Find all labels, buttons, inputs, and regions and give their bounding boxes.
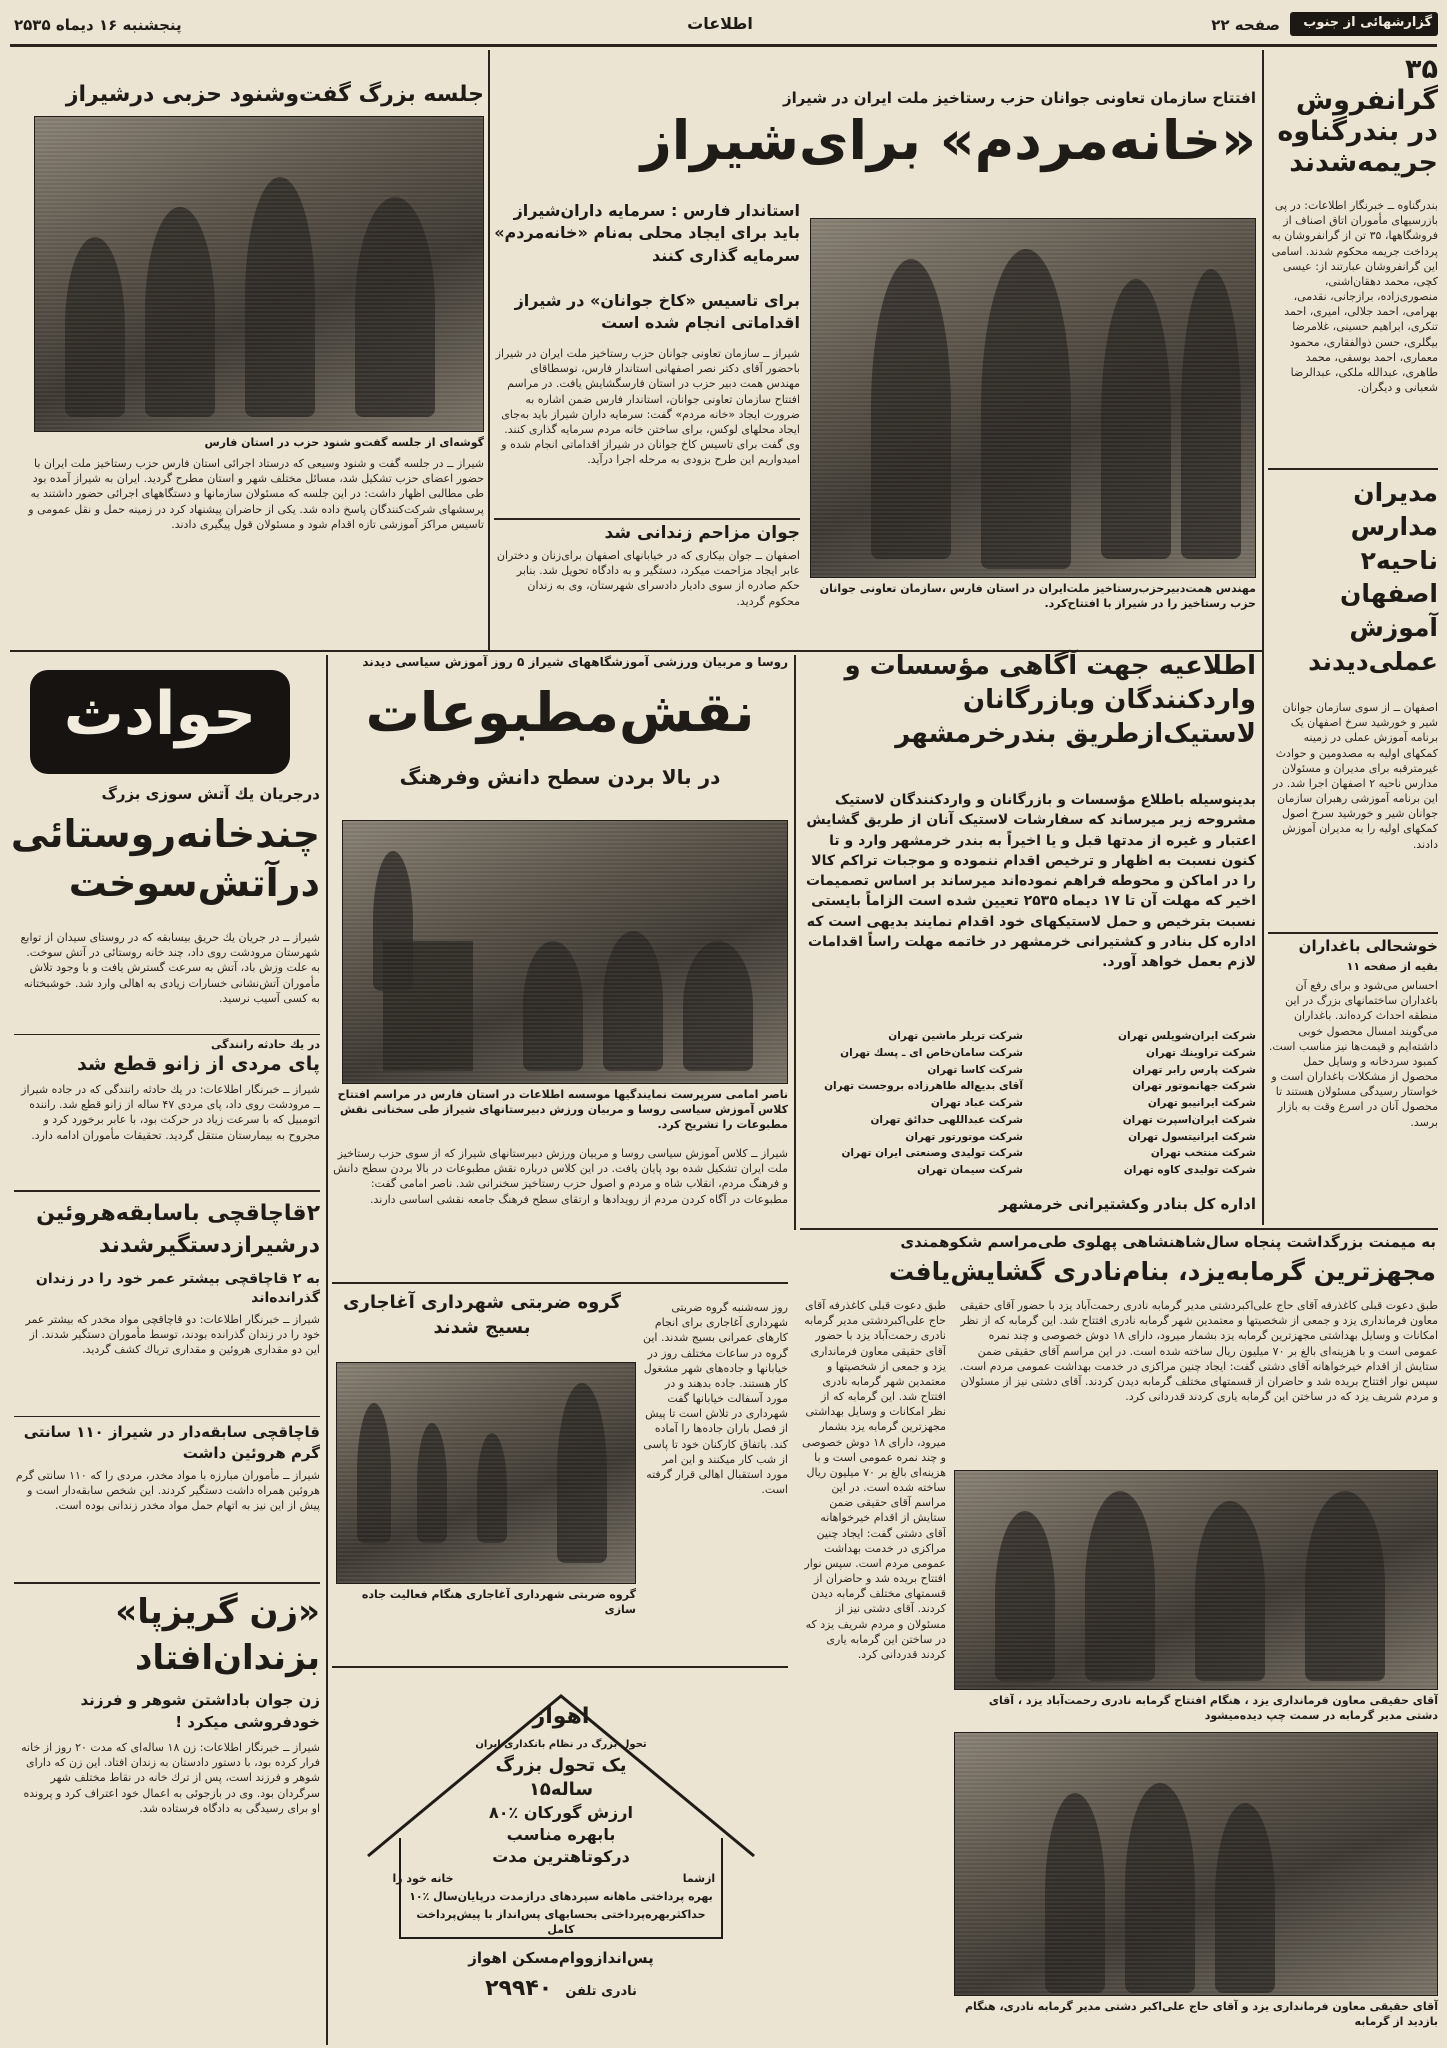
ad-city: اهواز <box>532 1704 590 1729</box>
workers-headline: گروه ضربتی شهرداری آغاجاری بسیج شدند <box>342 1292 622 1339</box>
issue-date: پنجشنبه ۱۶ دیماه ۲۵۳۵ <box>14 16 182 34</box>
acc-rule-2 <box>14 1190 320 1192</box>
company-entry: شرکت موتورتور تهران <box>905 1130 1023 1143</box>
company-entry: شرکت جهانموتور تهران <box>1132 1080 1256 1093</box>
ad-line-2: ۱۵ساله <box>528 1779 594 1800</box>
main-kicker: افتتاح سازمان تعاونی جوانان حزب رستاخیز ملت ایران در شیراز <box>783 89 1256 107</box>
ad-arc: تحول بزرگ در نظام بانکداری ایران <box>475 1739 647 1750</box>
ad-line-5: درکوتاهترین مدت <box>492 1847 630 1866</box>
company-entry: شرکت منتخب تهران <box>1150 1147 1256 1160</box>
gonaveh-body: بندرگناوه ــ خبرنگار اطلاعات: در پی بازرسیهای مأموران اتاق اصناف از فروشگاهها، ۳۵ تن از گرانفروشان به پرداخت جریمه محکوم شدند. اسامی این گرانفروشان عبارتند از: عیسی کچی، محمد دهقان‌اشنی، منصوری‌زاده، برازجانی، نقدمی، بهرامی، احمد جلالی، امیری، احمد تنکری، ابراهیم حسینی، غلامرضا بیگلری، حسن ذوالفقاری، محمود معماری، احمد بوسفی، محمد طاهری، عبدالله ملکی، عبدالرضا شعبانی و دیگران. <box>1271 199 1438 395</box>
heroin-body: شیراز ــ خبرنگار اطلاعات: دو قاچاقچی مواد مخدر که بیشتر عمر خود را در زندان گذرانده بودند، توسط مأموران دستگیر شدند. از این دو مقداری هروئین و مقداری تریاك کشف گردید. <box>25 1313 320 1357</box>
ad-line-1: یک تحول بزرگ <box>495 1755 627 1776</box>
col-rule-1 <box>1262 50 1264 1225</box>
col-rule-3 <box>326 655 328 2045</box>
company-entry: آقای بدیع‌اله طاهرزاده بروجست تهران <box>824 1080 1023 1093</box>
workers-rule <box>332 1666 788 1668</box>
youth-body: اصفهان ــ جوان بیکاری که در خیابانهای اصفهان برای‌زنان و دختران عابر ایجاد مزاحمت میکرد، دستگیر و به دادگاه تحویل شد. بنابر حکم صادره از سوی دادیار دادسرای شهرستان، وی به زندان محکوم گردید. <box>496 549 800 608</box>
company-entry: شرکت کاسا تهران <box>927 1063 1023 1076</box>
main-subhead: استاندار فارس : سرمایه داران‌شیراز باید برای ایجاد محلی به‌نام «خانه‌مردم» سرمایه گذاری کنند <box>494 201 800 265</box>
right-col-rule-2 <box>1268 932 1438 934</box>
main-body: شیراز ــ سازمان تعاونی جوانان حزب رستاخیز ملت ایران در شیراز باحضور آقای دکتر نصر اصفهانی استاندار فارس، نوسطاقای مهندس همت دبیر حزب در استان فارسگشایش یافت. در مراسم افتتاح سازمان تعاونی جوانان، استاندار فارس ضمن اشاره به ضرورت ایجاد «خانه مردم» گفت: سرمایه داران شیراز باید به‌جای ایجاد محلهای لوکس، برای ساختن خانه مردم سرمایه گذاری کنند. وی گفت برای تاسیس کاخ جوانان در شیراز اقداماتی انجام شده و امیدواریم این طرح بزودی به مرحله اجرا درآید. <box>495 347 800 467</box>
ad-phone-label: نادری تلفن <box>565 1984 637 1999</box>
acc-rule-4 <box>14 1582 320 1584</box>
right-col-rule-1 <box>1268 468 1438 470</box>
workers-body: روز سه‌شنبه گروه ضربتی شهرداری آغاجاری برای انجام کارهای عمرانی بسیج شدند. این گروه در ساعات مختلف روز در خیابانها و جاده‌های شهر مشغول کار هستند. جاده بدهند و در مورد آسفالت خیابانها گفت شهرداری در تلاش است تا پیش از فصل باران جاده‌ها را آماده کند. باتفاق کارکنان خود تا پاسی از شب کار میکنند و این امر مورد استقبال اهالی قرار گرفته است. <box>642 1301 788 1497</box>
press-body: شیراز ــ کلاس آموزش سیاسی روسا و مربیان ورزش دبیرستانهای شیراز که از سوی حزب رستاخیز ملت ایران تشکیل شده بود پایان یافت. در این کلاس درباره نقش مطبوعات در بالا بردن سطح دانش و فرهنگ مردم، انقلاب شاه و مردم و اصول حزب رستاخیز سخنرانی شد. ناصر امامی گفت: مطبوعات در آگاه کردن مردم از رویدادها و ارتقای سطح فرهنگ جامعه نقشی اساسی دارند. <box>333 1147 788 1206</box>
meeting-photo <box>34 116 484 432</box>
workers-caption: گروه ضربتی شهرداری آغاجاری هنگام فعالیت جاده سازی <box>361 1588 636 1616</box>
company-entry: شرکت تولیدی کاوه تهران <box>1123 1164 1256 1177</box>
gardeners-body: احساس می‌شود و برای رفع آن باغداران ساختمانهای بزرگ در این منطقه احداث کرده‌اند. باغداران می‌گویند امسال محصول خوبی داشته‌ایم و قیمت‌ها نیز مناسب است. کمبود سردخانه و وسایل حمل محصول از مشکلات باغداران است و خواستار رسیدگی مسئولان هستند تا محصول آنان در اسرع وقت به بازار برسد. <box>1268 979 1438 1129</box>
youth-headline: جوان مزاحم زندانی شد <box>604 523 800 543</box>
meeting-caption: گوشه‌ای از جلسه گفت‌و شنود حزب در استان فارس <box>204 436 484 449</box>
acc-rule-1 <box>14 1034 320 1035</box>
gardeners-headline: خوشحالی باغداران <box>1298 937 1438 955</box>
bath-body-left: طبق دعوت قبلی کاغذرفه آقای حاج علی‌اکبردشتی مدیر گرمابه نادری رحمت‌آباد یزد با حضور آقای حقیقی معاون فرمانداری یزد و جمعی از شخصیتها و معتمدین شهر گرمابه نادری افتتاح شد. این گرمابه که از نظر امکانات و وسایل بهداشتی مجهزترین گرمابه یزد بشمار میرود، دارای ۱۸ دوش خصوصی و چند نمره عمومی است و با هزینه‌ای بالغ بر ۷۰ میلیون ریال ساخته شده است. در این مراسم آقای حقیقی ضمن ستایش از اقدام خیرخواهانه آقای دشتی گفت: ایجاد چنین مراکزی در خدمت بهداشت عمومی مردم است. سپس نوار افتتاح بریده شد و حاضران از قسمتهای مختلف گرمابه دیدن کردند. آقای دشتی نیز از مسئولان و مردم شریف یزد که در ساختن این گرمابه یاری کردند قدردانی کرد. <box>802 1299 946 1661</box>
company-entry: شرکت ایران‌شویلس تهران <box>1118 1030 1256 1042</box>
main-headline: «خانه‌مردم» برای‌شیراز <box>640 109 1256 172</box>
smuggler-headline: قاچاقچی سابقه‌دار در شیراز ۱۱۰ سانتی گرم هروئین داشت <box>23 1423 320 1462</box>
ad-foot-1: ۱۰٪ بهره پرداختی ماهانه سپردهای درازمدت درپایان‌سال <box>409 1890 713 1903</box>
company-entry: شرکت پارس رابر تهران <box>1132 1063 1256 1076</box>
managers-body: اصفهان ــ از سوی سازمان جوانان شیر و خورشید سرخ اصفهان یک برنامه آموزش عملی در زمینه کمکهای اولیه به مصدومین و حوادث غیرمترقبه برای مدیران و مسئولان مدارس ناحیه ۲ اصفهان اجرا شد. در این برنامه آموزشی رهبران سازمان جوانان شیر و خورشید سرخ اصول کمکهای اولیه را به مدیران آموزش دادند. <box>1273 701 1438 851</box>
bath-body-right: طبق دعوت قبلی کاغذرفه آقای حاج علی‌اکبردشتی مدیر گرمابه نادری رحمت‌آباد یزد با حضور آقای حقیقی معاون فرمانداری یزد و جمعی از شخصیتها و معتمدین شهر گرمابه نادری افتتاح شد. این گرمابه که از نظر امکانات و وسایل بهداشتی مجهزترین گرمابه یزد بشمار میرود، دارای ۱۸ دوش خصوصی و چند نمره عمومی است و با هزینه‌ای بالغ بر ۷۰ میلیون ریال ساخته شده است. در این مراسم آقای حقیقی ضمن ستایش از اقدام خیرخواهانه آقای دشتی گفت: ایجاد چنین مراکزی در خدمت بهداشت عمومی مردم است. سپس نوار افتتاح بریده شد و حاضران از قسمتهای مختلف گرمابه دیدن کردند. آقای دشتی نیز از مسئولان و مردم شریف یزد که در ساختن این گرمابه یاری کردند قدردانی کرد. <box>959 1299 1438 1404</box>
heroin-subhead: به ۲ قاچاقچی بیشتر عمر خود را در زندان گذرانده‌اند <box>35 1271 320 1306</box>
ahvaz-savings-ad <box>338 1676 784 2036</box>
ad-line-3: ۸۰٪ ارزش گورکان <box>489 1803 633 1822</box>
page-number: صفحه ۲۲ <box>1211 16 1280 34</box>
smuggler-body: شیراز ــ مأموران مبارزه با مواد مخدر، مردی را که ۱۱۰ سانتی گرم هروئین همراه داشت دستگیر کردند. این شخص سابقه‌دار است و پیش از این نیز به اتهام حمل مواد مخدر زندانی بوده است. <box>15 1469 320 1513</box>
company-entry: شرکت تراوینك تهران <box>1146 1046 1256 1059</box>
bath-visit-photo <box>954 1732 1438 1996</box>
knee-kicker: در یك حادثه رانندگی <box>211 1038 320 1051</box>
press-subhead: در بالا بردن سطح دانش وفرهنگ <box>399 765 721 789</box>
company-entry: شرکت تولیدی وصنعتی ایران تهران <box>841 1147 1023 1160</box>
ad-foot-2: حداکثربهره‌پرداختی بحسابهای پس‌انداز با پیش‌پرداخت کامل <box>416 1908 706 1936</box>
notice-company-list <box>800 1030 1256 1180</box>
gonaveh-headline: ۳۵ گرانفروش در بندرگناوه جریمه‌شدند <box>1277 54 1438 179</box>
paper-name: اطلاعات <box>687 14 753 33</box>
notice-rule <box>800 1228 1438 1230</box>
main-subhead-2: برای تاسیس «کاخ جوانان» در شیراز اقداماتی انجام شده است <box>514 291 800 333</box>
heroin-headline: ۲قاچاقچی باسابقه‌هروئین درشیرازدستگیرشدند <box>36 1201 320 1258</box>
youth-org-caption: مهندس همت‌دبیرحزب‌رستاخیز ملت‌ایران در استان فارس ،سازمان تعاونی جوانان حزب رستاخیز را در شیراز با افتتاح‌کرد. <box>819 582 1256 610</box>
masthead-rule <box>10 44 1437 47</box>
acc-rule-3 <box>14 1416 320 1417</box>
runaway-headline: «زن گریزپا» بزندان‌افتاد <box>115 1592 320 1678</box>
company-entry: شرکت عبداللهی حدائق تهران <box>870 1113 1023 1126</box>
workers-photo <box>336 1362 636 1584</box>
ad-line-4: بابهره مناسب <box>506 1825 616 1844</box>
gardeners-continued: بقیه از صفحه ۱۱ <box>1346 960 1438 973</box>
meeting-body: شیراز ــ در جلسه گفت و شنود وسیعی که درستاد اجرائی استان فارس حزب رستاخیز ملت ایران با حضور اعضای حزب تشکیل شد، مسائل مختلف شهر و استان مطرح گردید. ایران به شیراز آمده بود طی مطالبی اظهار داشت: در این جلسه که مسئولان سازمانها و دستگاههای اجرائی حضور داشتند به پرسشهای شرکت‌کنندگان پاسخ داده شد. یکی از حاضران پیشنهاد کرد در زمینه حمل و نقل عمومی و تاسیس مراکز آموزشی تازه اقدام شود و مسئولان قول پیگیری دادند. <box>28 457 484 531</box>
meeting-headline: جلسه بزرگ گفت‌وشنود حزبی درشیراز <box>65 82 484 107</box>
company-entry: شرکت تریلر ماشین تهران <box>888 1030 1023 1042</box>
notice-headline: اطلاعیه جهت آگاهی مؤسسات و واردکنندگان وبازرگانان لاستیک‌ازطریق بندرخرمشهر <box>844 651 1256 749</box>
ad-phone-number: ۲۹۹۴۰ <box>485 1976 553 2001</box>
ad-side-left: خانه خود را <box>392 1872 454 1885</box>
company-entry: شرکت سامان‌خاص ای ـ پسك تهران <box>840 1046 1023 1059</box>
company-entry: شرکت ایرانیبو تهران <box>1147 1097 1256 1110</box>
company-entry: شرکت عباد تهران <box>930 1097 1023 1110</box>
press-headline: نقش‌مطبوعات <box>365 681 755 744</box>
accidents-banner: حوادث <box>30 670 290 774</box>
youth-org-photo <box>810 218 1256 578</box>
section-badge-text: گزارشهائی از جنوب <box>1303 15 1432 30</box>
managers-headline: مدیران مدارس ناحیه۲ اصفهان آموزش عملی‌دیدند <box>1308 478 1438 676</box>
notice-signature: اداره کل بنادر وکشتیرانی خرمشهر <box>999 1195 1256 1213</box>
ribbon-cutting-caption: آقای حقیقی معاون فرمانداری یزد ، هنگام افتتاح گرمابه نادری رحمت‌آباد یزد ، آقای دشتی مدیر گرمابه در سمت چپ دیده‌میشود <box>988 1694 1438 1722</box>
bath-headline: مجهزترین گرمابه‌یزد، بنام‌نادری گشایش‌یافت <box>888 1257 1436 1286</box>
company-entry: شرکت ایران‌اسپرت تهران <box>1122 1113 1256 1126</box>
runaway-subhead: زن جوان باداشتن شوهر و فرزند خودفروشی میکرد ! <box>80 1691 320 1731</box>
company-entry: شرکت ایرانیتسول تهران <box>1128 1130 1256 1143</box>
ad-side-right: ازشما <box>682 1872 716 1885</box>
bath-kicker: به میمنت بزرگداشت پنجاه سال‌شاهنشاهی پهلوی طی‌مراسم شکوهمندی <box>900 1233 1436 1251</box>
runaway-body: شیراز ــ خبرنگار اطلاعات: زن ۱۸ ساله‌ای که مدت ۲۰ روز از خانه فرار کرده بود، با دستور دادستان به زندان افتاد. این زن که دارای شوهر و فرزند است، پس از ترك خانه در نقاط مختلف شهر سرگردان بود. وی در بازجوئی به اعمال خود اعتراف کرد و پرونده او برای رسیدگی به دادگاه فرستاده شد. <box>21 1741 320 1815</box>
youth-rule <box>494 518 800 520</box>
ribbon-cutting-photo <box>954 1470 1438 1690</box>
knee-body: شیراز ــ خبرنگار اطلاعات: در یك حادثه رانندگی که در جاده شیراز ــ مرودشت روی داد، پای مردی ۴۷ ساله از زانو قطع شد. راننده اتومبیل که با سرعت زیاد در حرکت بود، با عابر برخورد کرد و مجروح به بیمارستان منتقل گردید. تحقیقات مأموران ادامه دارد. <box>21 1083 320 1142</box>
fire-kicker: درجریان یك آتش سوزی بزرگ <box>101 785 320 803</box>
section-badge <box>1290 12 1438 36</box>
ad-phone-row <box>378 1976 744 2001</box>
knee-headline: پای مردی از زانو قطع شد <box>76 1053 320 1075</box>
press-caption: ناصر امامی سرپرست نمایندگیها موسسه اطلاعات در استان فارس در مراسم افتتاح کلاس آموزش سیاسی روسا و مربیان ورزش دبیرستانهای شیراز طی سخنانی نقش مطبوعات را تشریح کرد. <box>337 1088 788 1131</box>
col-rule-2 <box>488 50 490 650</box>
fire-headline: چندخانه‌روستائی در‌آتش‌سوخت <box>10 812 320 906</box>
ad-foot-3: پس‌اندازو‌وام‌مسکن اهواز <box>468 1949 654 1967</box>
press-kicker: روسا و مربیان ورزشی آموزشگاههای شیراز ۵ روز آموزش سیاسی دیدند <box>362 655 788 669</box>
press-photo <box>342 820 788 1084</box>
company-entry: شرکت سیمان تهران <box>917 1164 1023 1177</box>
press-rule <box>332 1282 788 1284</box>
fire-body: شیراز ــ در جریان یك حریق بیسابقه که در روستای سیدان از توابع شهرستان مرودشت روی داد، چند خانه روستائی در آتش سوخت. به علت وزش باد، آتش به سرعت گسترش یافت و با وجود تلاش مأموران آتش‌نشانی خسارات زیادی به اهالی وارد شد. خوشبختانه به کسی آسیب نرسید. <box>20 931 320 1005</box>
col-rule-4 <box>794 655 796 1230</box>
notice-body: بدینوسیله باطلاع مؤسسات و بازرگانان و واردکنندگان لاستیک مشروحه زیر میرساند که سفارشات لاستیک آنان از طریق گشایش اعتبار و غیره از مدتها قبل و یا اخیراً به بندر خرمشهر وارد و تا کنون نسبت به اظهار و ترخیص اقدام ننموده و موجبات تراکم کالا را در اماکن و محوطه فراهم نموده‌اند میرساند بر اساس تصمیمات اخیر که مهلت آن تا ۱۷ دیماه ۲۵۳۵ تعیین شده است الزاماً بایستی نسبت بترخیص و حمل لاستیکهای خود اقدام نمایند بدیهی است که اداره کل بنادر و کشتیرانی خرمشهر در خاتمه مهلت راساً اقدامات لازم بعمل خواهد آورد. <box>805 792 1256 971</box>
bath-visit-caption: آقای حقیقی معاون فرمانداری یزد و آقای حاج علی‌اکبر دشتی مدیر گرمابه نادری، هنگام بازدید از گرمابه <box>964 2000 1438 2028</box>
